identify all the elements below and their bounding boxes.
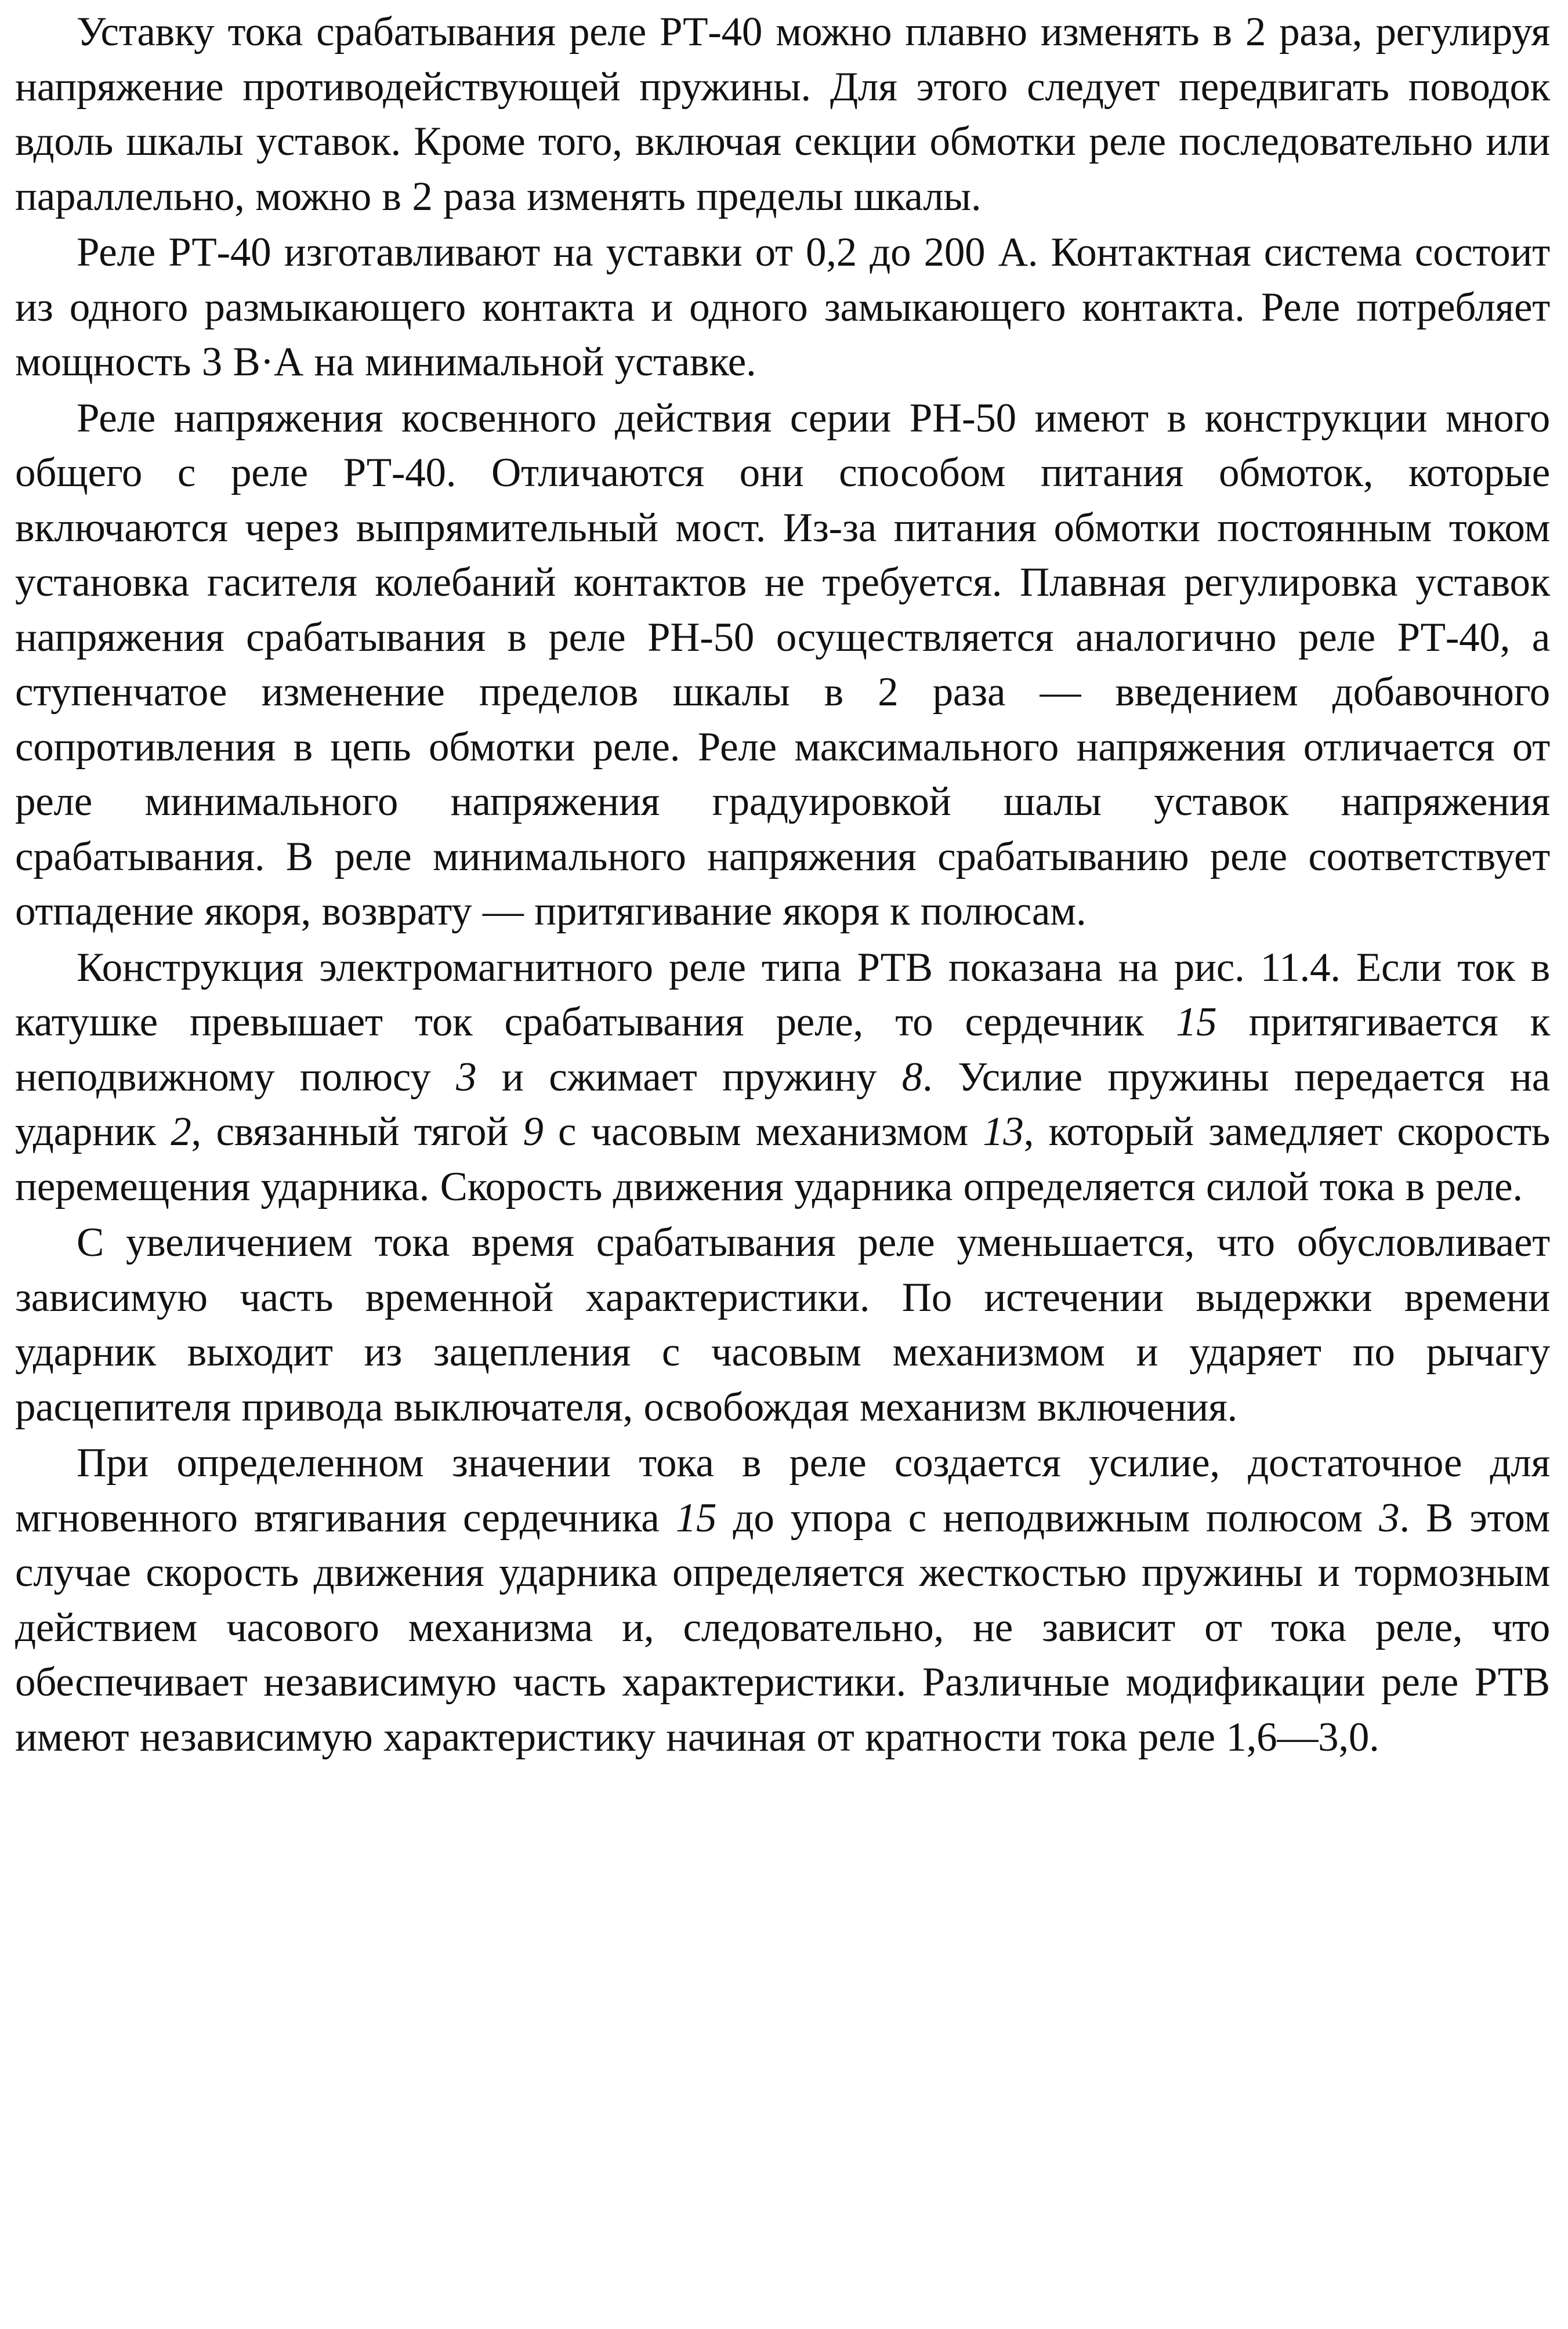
ref-number-3: 3 xyxy=(1379,1495,1400,1541)
ref-number-13: 13 xyxy=(983,1109,1024,1154)
paragraph-4-text: с часовым механизмом xyxy=(543,1109,983,1154)
paragraph-1: Уставку тока срабатывания реле РТ-40 можно плавно изменять в 2 раза, регулируя напряжение противодействующей пружины. Для этого следует передвигать поводок вдоль шкалы уставок. Кроме того, включая секции обмотки реле последовательно или параллельно, можно в 2 раза изменять пределы шкалы. xyxy=(15,9,1550,219)
paragraph-6-text: При определенном значении тока в реле создается усилие, достаточное для мгновенного втягивания сердечника xyxy=(15,1440,1550,1541)
paragraph-4-text: Конструкция электромагнитного реле типа РТВ показана на рис. 11.4. Если ток в катушке превышает ток срабатывания реле, то сердечник xyxy=(15,944,1550,1045)
paragraph-5: С увеличением тока время срабатывания реле уменьшается, что обусловливает зависимую часть временной характеристики. По истечении выдержки времени ударник выходит из зацепления с часовым механизмом и ударяет по рычагу расцепителя привода выключателя, освобождая механизм включения. xyxy=(15,1220,1550,1430)
paragraph-4-text: , связанный тягой xyxy=(191,1109,523,1154)
ref-number-3: 3 xyxy=(456,1054,477,1100)
ref-number-2: 2 xyxy=(171,1109,191,1154)
paragraph-4-text: и сжимает пружину xyxy=(476,1054,902,1100)
ref-number-15: 15 xyxy=(1176,999,1217,1045)
paragraph-4-text: . Усилие пружины передается на ударник xyxy=(15,1054,1551,1154)
ref-number-9: 9 xyxy=(523,1109,544,1154)
paragraph-2: Реле РТ-40 изготавливают на уставки от 0,2 до 200 А. Контактная система состоит из одного размыкающего контакта и одного замыкающего контакта. Реле потребляет мощность 3 В·А на минимальной уставке. xyxy=(15,230,1550,385)
paragraph-4-text: , который замедляет скорость перемещения ударника. Скорость движения ударника определяется силой тока в реле. xyxy=(15,1109,1550,1209)
ref-number-8: 8 xyxy=(901,1054,922,1100)
paragraph-6-text: до упора с неподвижным полюсом xyxy=(716,1495,1379,1541)
paragraph-6 xyxy=(15,1436,1550,1765)
document-page xyxy=(15,5,1550,2322)
paragraph-3: Реле напряжения косвенного действия серии РН-50 имеют в конструкции много общего с реле РТ-40. Отличаются они способом питания обмоток, которые включаются через выпрямительный мост. Из-за питания обмотки постоянным током установка гасителя колебаний контактов не требуется. Плавная регулировка уставок напряжения срабатывания в реле РН-50 осуществляется аналогично реле РТ-40, а ступенчатое изменение пределов шкалы в 2 раза — введением добавочного сопротивления в цепь обмотки реле. Реле максимального напряжения отличается от реле минимального напряжения градуировкой шалы уставок напряжения срабатывания. В реле минимального напряжения срабатыванию реле соответствует отпадение якоря, возврату — притягивание якоря к полюсам. xyxy=(15,395,1550,934)
ref-number-15: 15 xyxy=(675,1495,717,1541)
paragraph-6-text: . В этом случае скорость движения ударника определяется жесткостью пружины и тормозным действием часового механизма и, следовательно, не зависит от тока реле, что обеспечивает независимую часть характеристики. Различные модификации реле РТВ имеют независимую характеристику начиная от кратности тока реле 1,6—3,0. xyxy=(15,1495,1550,1760)
paragraph-4-text: притягивается к неподвижному полюсу xyxy=(15,999,1550,1100)
paragraph-4 xyxy=(15,940,1550,1215)
